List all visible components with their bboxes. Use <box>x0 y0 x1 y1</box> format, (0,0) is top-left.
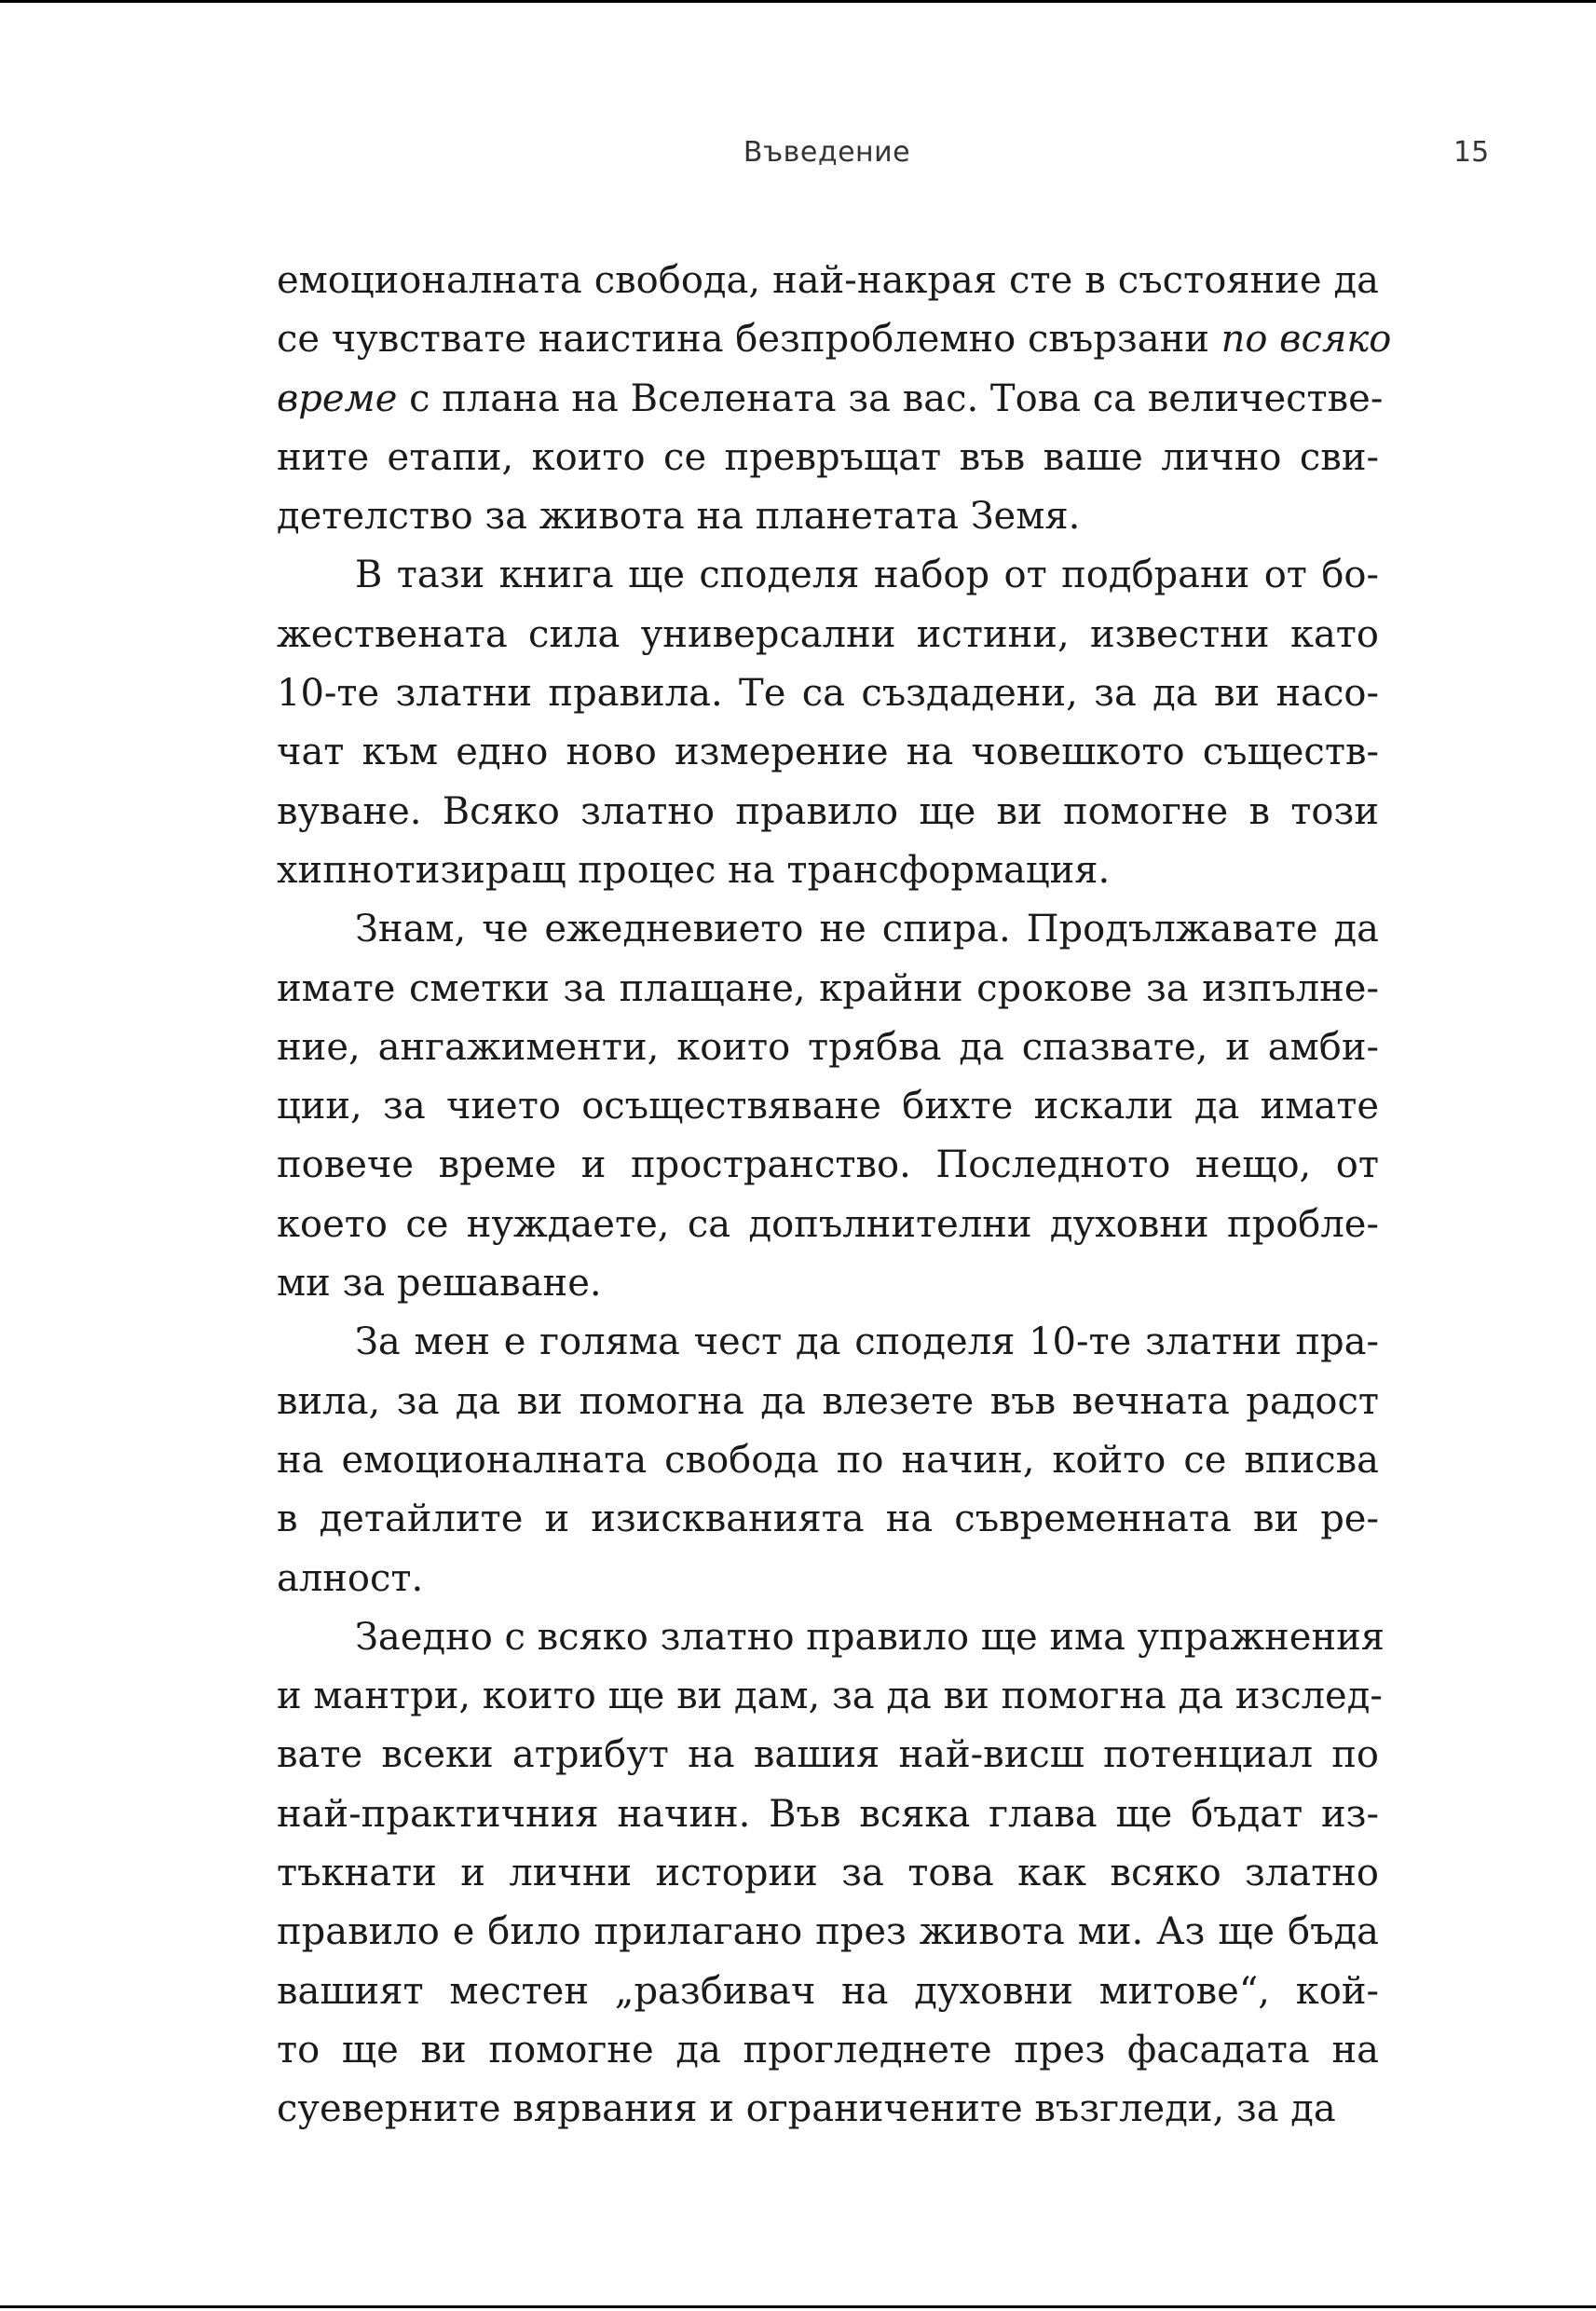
text-line <box>277 1254 1379 1313</box>
text-run: което се нуждаете, са допълнителни духовни пробле- <box>277 1202 1379 1246</box>
text-run: детелство за живота на планетата Земя. <box>277 495 1081 539</box>
text-run: ции, за чието осъществяване бихте искали да имате <box>277 1085 1379 1128</box>
text-line <box>277 1550 1379 1608</box>
text-line <box>277 1373 1379 1431</box>
text-line <box>277 1608 1385 1667</box>
text-line <box>277 606 1379 664</box>
text-run: с плана на Вселената за вас. Това са величестве- <box>397 376 1384 420</box>
text-line <box>277 1077 1379 1136</box>
text-line <box>277 1431 1379 1490</box>
text-run: то ще ви помогне да прогледнете през фасадата на <box>277 2028 1379 2072</box>
text-run: имате сметки за плащане, крайни срокове за изпълне- <box>277 966 1379 1010</box>
text-line <box>277 1196 1379 1254</box>
text-line <box>277 2080 1379 2139</box>
text-line <box>277 783 1379 841</box>
text-run: В тази книга ще споделя набор от подбрани от бо- <box>355 554 1379 597</box>
page-number: 15 <box>1453 136 1490 169</box>
text-run: ние, ангажименти, които трябва да спазвате, и амби- <box>277 1025 1379 1069</box>
text-run: чат към едно ново измерение на човешкото съществ- <box>277 731 1379 774</box>
text-line <box>277 1726 1379 1785</box>
paragraph <box>277 1313 1379 1607</box>
italic-text: време <box>277 376 398 420</box>
text-run: вате всеки атрибут на вашия най-висш потенциал по <box>277 1733 1379 1777</box>
running-header <box>0 136 1596 173</box>
text-line <box>277 1844 1379 1903</box>
text-run: ните етапи, които се превръщат във ваше лично сви- <box>277 435 1379 479</box>
text-line <box>277 1490 1379 1549</box>
text-run: суеверните вярвания и ограничените възгледи, за да <box>277 2087 1336 2131</box>
body-text <box>277 252 1392 2140</box>
text-run: тъкнати и лични истории за това как всяко златно <box>277 1852 1379 1895</box>
text-run: най-практичния начин. Във всяка глава ще бъдат из- <box>277 1792 1379 1836</box>
paragraph <box>277 900 1379 1313</box>
text-run: Заедно с всяко златно правило ще има упражнения <box>355 1615 1385 1659</box>
text-run: се чувствате наистина безпроблемно свързани <box>277 318 1221 362</box>
text-line <box>277 429 1379 487</box>
text-run: на емоционалната свобода по начин, който се вписва <box>277 1438 1379 1482</box>
paragraph <box>277 1608 1385 2140</box>
text-run: повече време и пространство. Последното нещо, от <box>277 1143 1379 1187</box>
text-line <box>277 841 1379 900</box>
text-line <box>277 1136 1379 1195</box>
text-line <box>277 2021 1379 2080</box>
text-run: 10-те златни правила. Те са създадени, за да ви насо- <box>277 672 1379 716</box>
text-line <box>277 252 1379 310</box>
paragraph <box>277 252 1392 546</box>
text-line <box>277 1019 1379 1077</box>
paragraph <box>277 546 1379 900</box>
text-line <box>277 900 1379 959</box>
text-run: алност. <box>277 1556 424 1600</box>
text-line <box>277 1667 1383 1726</box>
text-run: ми за решаване. <box>277 1262 602 1306</box>
text-run: Знам, че ежедневието не спира. Продължавате да <box>355 908 1379 951</box>
text-line <box>277 723 1379 782</box>
text-line <box>277 1962 1379 2021</box>
text-line <box>277 487 1379 546</box>
text-run: емоционалната свобода, най-накрая сте в състояние да <box>277 259 1379 302</box>
text-line <box>277 310 1392 369</box>
text-line <box>277 546 1379 605</box>
text-line <box>277 1785 1379 1844</box>
text-line <box>277 370 1384 429</box>
text-run: хипнотизиращ процес на трансформация. <box>277 848 1111 892</box>
text-line <box>277 1313 1379 1372</box>
text-line <box>277 664 1379 723</box>
text-run: в детайлите и изискванията на съвременната ви ре- <box>277 1497 1379 1541</box>
italic-text: по всяко <box>1221 318 1392 362</box>
page-top-rule <box>0 0 1596 3</box>
page-bottom-rule <box>0 2305 1596 2308</box>
text-line <box>277 1903 1379 1962</box>
text-run: правило е било прилагано през живота ми. Аз ще бъда <box>277 1910 1379 1954</box>
text-run: вила, за да ви помогна да влезете във вечната радост <box>277 1379 1379 1423</box>
running-title: Въведение <box>743 136 911 169</box>
text-run: вашият местен „разбивач на духовни митове“, кой- <box>277 1969 1379 2013</box>
text-line <box>277 960 1379 1019</box>
text-run: вуване. Всяко златно правило ще ви помогне в този <box>277 789 1379 833</box>
text-run: За мен е голяма чест да споделя 10-те златни пра- <box>355 1320 1379 1364</box>
text-run: жествената сила универсални истини, известни като <box>277 612 1379 656</box>
text-run: и мантри, които ще ви дам, за да ви помогна да изслед- <box>277 1675 1383 1718</box>
